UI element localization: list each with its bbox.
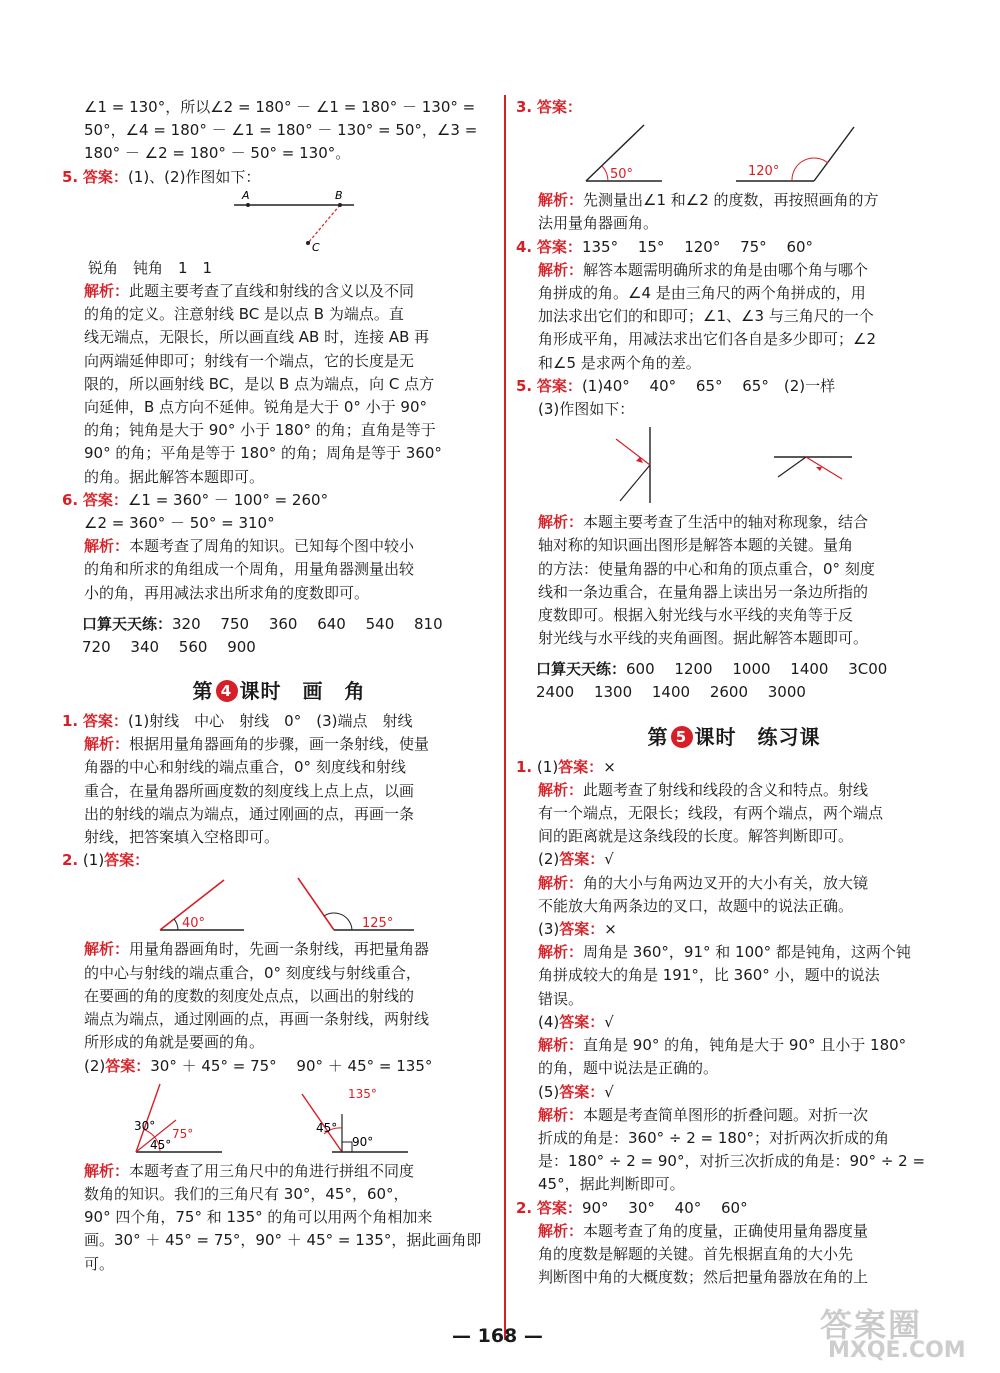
r-q3-analysis: 解析：先测量出∠1 和∠2 的度数，再按照画角的方 bbox=[538, 191, 879, 210]
reflection-figure bbox=[516, 423, 952, 509]
r-q4-analysis: 加法求出它们的和即可；∠1、∠3 与三角尺的一个 bbox=[538, 307, 874, 326]
angle-50-label: 50° bbox=[610, 167, 634, 183]
q5-analysis: 的角的定义。注意射线 BC 是以点 B 为端点。直 bbox=[84, 305, 404, 324]
angle-45-label: 45° bbox=[150, 1137, 172, 1152]
q5-analysis: 90° 的角；平角是等于 180° 的角；周角是等于 360° bbox=[84, 444, 442, 463]
kousuan-line2: 720 340 560 900 bbox=[82, 637, 256, 656]
lesson-4-title: 第 4 课时 画 角 bbox=[192, 679, 366, 704]
l4q2-answer-2: (2)答案：30° ＋ 45° = 75° 90° ＋ 45° = 135° bbox=[84, 1056, 433, 1075]
r-q5-analysis: 的方法：使量角器的中心和角的顶点重合，0° 刻度 bbox=[538, 559, 875, 578]
kousuan-practice: 口算天天练：320 750 360 640 540 810 bbox=[82, 614, 443, 633]
r-q4-answer: 4. 答案：135° 15° 120° 75° 60° bbox=[516, 237, 814, 256]
right-column bbox=[516, 96, 952, 1289]
l4q1-analysis: 出的射线的端点为端点，通过刚画的点，再画一条 bbox=[84, 804, 415, 823]
l5q1-item4-analysis: 解析：直角是 90° 的角，钝角是大于 90° 且小于 180° bbox=[538, 1036, 907, 1055]
l5q1-item4-analysis: 的角，题中说法是正确的。 bbox=[538, 1059, 719, 1078]
angle-30-label: 30° bbox=[134, 1118, 156, 1133]
angle-45b-label: 45° bbox=[316, 1120, 338, 1135]
angle-120-label: 120° bbox=[748, 164, 780, 180]
line-ray-figure bbox=[62, 191, 496, 255]
r-q5-answer: 5. 答案：(1)40° 40° 65° 65° (2)一样 bbox=[516, 376, 836, 395]
q5-answer: 5. 答案：(1)、(2)作图如下： bbox=[62, 167, 261, 186]
watermark-url: MXQE.COM bbox=[828, 1338, 966, 1363]
l5q1-item5-answer: (5)答案：√ bbox=[538, 1082, 614, 1101]
l5q1-item2-answer: (2)答案：√ bbox=[538, 850, 614, 869]
l5q1-item1-answer: 1. (1)答案：× bbox=[516, 757, 616, 776]
l5q1-item2-analysis: 解析：角的大小与角两边叉开的大小有关，放大镜 bbox=[538, 873, 869, 892]
q5-analysis: 限的，所以画射线 BC，是以 B 点为端点，向 C 点方 bbox=[84, 374, 435, 393]
l5q1-item3-analysis: 角拼成较大的角是 191°，比 360° 小，题中的说法 bbox=[538, 966, 880, 985]
angle-75-label: 75° bbox=[172, 1126, 194, 1141]
r-q5-analysis: 度数即可。根据入射光线与水平线的夹角等于反 bbox=[538, 606, 854, 625]
r-kousuan-line2: 2400 1300 1400 2600 3000 bbox=[536, 683, 806, 702]
q6-analysis: 解析：本题考查了周角的知识。已知每个图中较小 bbox=[84, 537, 415, 556]
intro-line: ∠1 = 130°，所以∠2 = 180° － ∠1 = 180° － 130° = bbox=[84, 98, 476, 116]
l5q2-analysis: 解析：本题考查了角的度量，正确使用量角器度量 bbox=[538, 1221, 869, 1240]
l5q1-item3-analysis: 错误。 bbox=[538, 989, 584, 1008]
l4q1-analysis: 射线，把答案填入空格即可。 bbox=[84, 828, 280, 847]
l4q1-analysis: 角器的中心和射线的端点重合，0° 刻度线和射线 bbox=[84, 758, 406, 777]
l5q1-item5-analysis: 是：180° ÷ 2 = 90°，对折三次折成的角是：90° ÷ 2 = bbox=[538, 1152, 926, 1171]
column-divider bbox=[504, 95, 506, 1340]
l5q2-analysis: 角的度数是解题的关键。首先根据直角的大小先 bbox=[538, 1244, 854, 1263]
intro-line: 180° － ∠2 = 180° － 50° = 130°。 bbox=[84, 144, 351, 163]
l5q2-analysis: 判断图中角的大概度数；然后把量角器放在角的上 bbox=[538, 1268, 869, 1287]
triangle-ruler-figure bbox=[62, 1080, 496, 1158]
angle-90-label: 90° bbox=[352, 1134, 374, 1149]
l4q1-analysis: 解析：根据用量角器画角的步骤，画一条射线，使量 bbox=[84, 735, 430, 754]
l5q1-item1-analysis: 间的距离就是这条线段的长度。解答判断即可。 bbox=[538, 827, 854, 846]
r-kousuan-practice: 口算天天练：600 1200 1000 1400 3C00 bbox=[536, 660, 888, 679]
q5-analysis: 的角；钝角是大于 90° 小于 180° 的角；直角是等于 bbox=[84, 421, 436, 440]
r-q5-analysis: 轴对称的知识画出图形是解答本题的关键。量角 bbox=[538, 536, 854, 555]
l4q1-analysis: 重合，在量角器所画度数的刻度线上点上点，以画 bbox=[84, 781, 415, 800]
r-q3-analysis: 法用量角器画角。 bbox=[538, 214, 659, 233]
l4q2-analysis2: 90° 四个角，75° 和 135° 的角可以用两个角相加来 bbox=[84, 1208, 433, 1227]
angle-40-label: 40° bbox=[182, 916, 206, 932]
point-c-label: C bbox=[312, 240, 320, 254]
l4q2-analysis: 的中心与射线的端点重合，0° 刻度线与射线重合， bbox=[84, 963, 421, 982]
q5-after: 锐角 钝角 1 1 bbox=[88, 258, 213, 277]
l5q1-item3-answer: (3)答案：× bbox=[538, 920, 617, 939]
l4q2-analysis: 端点为端点，通过刚画的点，再画一条射线，两射线 bbox=[84, 1010, 430, 1029]
l5q1-item5-analysis: 45°，据此判断即可。 bbox=[538, 1175, 685, 1194]
l4q2-answer: 2. (1)答案： bbox=[62, 851, 150, 870]
angle-125-label: 125° bbox=[362, 916, 394, 932]
lesson-5-title: 第 5 课时 练习课 bbox=[647, 724, 821, 749]
l4q2-analysis: 在要画的角的度数的刻度处点点，以画出的射线的 bbox=[84, 986, 415, 1005]
r-q4-analysis: 角拼成的角。∠4 是由三角尺的两个角拼成的，用 bbox=[538, 284, 866, 303]
l5q1-item1-analysis: 解析：此题考查了射线和线段的含义和特点。射线 bbox=[538, 780, 869, 799]
q6-analysis: 的角和所求的角组成一个周角，用量角器测量出较 bbox=[84, 560, 415, 579]
l4q2-analysis: 所形成的角就是要画的角。 bbox=[84, 1033, 265, 1052]
l5q2-answer: 2. 答案：90° 30° 40° 60° bbox=[516, 1198, 748, 1217]
lesson-number-badge: 5 bbox=[671, 726, 693, 748]
q5-analysis: 解析：此题主要考查了直线和射线的含义以及不同 bbox=[84, 282, 415, 301]
l5q1-item1-analysis: 有一个端点，无限长；线段，有两个端点，两个端点 bbox=[538, 804, 884, 823]
r-q5-analysis: 线和一条边重合，在量角器上读出另一条边所指的 bbox=[538, 582, 869, 601]
l4q2-analysis2: 数角的知识。我们的三角尺有 30°，45°，60°， bbox=[84, 1184, 409, 1203]
point-a-label: A bbox=[242, 190, 250, 202]
r-q5-analysis: 射光线与水平线的夹角画图。据此解答本题即可。 bbox=[538, 629, 869, 648]
r-q4-analysis: 角形成平角，用减法求出它们各自是多少即可；∠2 bbox=[538, 330, 876, 349]
lesson-number-badge: 4 bbox=[216, 680, 238, 702]
l4q2-analysis2: 可。 bbox=[84, 1254, 115, 1273]
l5q1-item3-analysis: 解析：周角是 360°，91° 和 100° 都是钝角，这两个钝 bbox=[538, 943, 911, 962]
l4q1-answer: 1. 答案：(1)射线 中心 射线 0° (3)端点 射线 bbox=[62, 712, 413, 731]
l4q2-analysis2: 解析：本题考查了用三角尺中的角进行拼组不同度 bbox=[84, 1161, 415, 1180]
angle-135-label: 135° bbox=[348, 1086, 377, 1101]
intro-line: 50°，∠4 = 180° － ∠1 = 180° － 130° = 50°，∠3 = bbox=[84, 121, 478, 140]
angles-50-120-figure bbox=[516, 121, 952, 187]
r-q5-analysis: 解析：本题主要考查了生活中的轴对称现象，结合 bbox=[538, 513, 869, 532]
q5-analysis: 的角。据此解答本题即可。 bbox=[84, 467, 265, 486]
l4q2-analysis: 解析：用量角器画角时，先画一条射线，再把量角器 bbox=[84, 940, 430, 959]
r-q4-analysis: 和∠5 是求两个角的差。 bbox=[538, 353, 701, 372]
q6-analysis: 小的角，再用减法求出所求角的度数即可。 bbox=[84, 583, 370, 602]
point-b-label: B bbox=[335, 190, 343, 202]
q5-analysis: 向延伸，B 点方向不延伸。锐角是大于 0° 小于 90° bbox=[84, 398, 427, 417]
l5q1-item5-analysis: 解析：本题是考查简单图形的折叠问题。对折一次 bbox=[538, 1105, 869, 1124]
page-number: — 168 — bbox=[452, 1325, 543, 1347]
q5-analysis: 线无端点，无限长，所以画直线 AB 时，连接 AB 再 bbox=[84, 328, 430, 347]
l5q1-item4-answer: (4)答案：√ bbox=[538, 1012, 614, 1031]
l5q1-item2-analysis: 不能放大角两条边的叉口，故题中的说法正确。 bbox=[538, 896, 854, 915]
q6-answer: 6. 答案：∠1 = 360° － 100° = 260° bbox=[62, 490, 329, 509]
left-column bbox=[62, 96, 496, 1276]
l4q2-analysis2: 画。30° ＋ 45° = 75°，90° ＋ 45° = 135°，据此画角即 bbox=[84, 1231, 482, 1250]
r-q5-sub3: (3)作图如下： bbox=[538, 400, 635, 419]
q6-answer-2: ∠2 = 360° － 50° = 310° bbox=[84, 514, 275, 533]
q5-analysis: 向两端延伸即可；射线有一个端点，它的长度是无 bbox=[84, 351, 415, 370]
r-q4-analysis: 解析：解答本题需明确所求的角是由哪个角与哪个 bbox=[538, 260, 869, 279]
draw-angle-figure bbox=[62, 874, 496, 936]
watermark: 答案圈 bbox=[820, 1306, 923, 1344]
r-q3-answer: 3. 答案： bbox=[516, 98, 582, 116]
l5q1-item5-analysis: 折成的角是：360° ÷ 2 = 180°；对折两次折成的角 bbox=[538, 1128, 890, 1147]
